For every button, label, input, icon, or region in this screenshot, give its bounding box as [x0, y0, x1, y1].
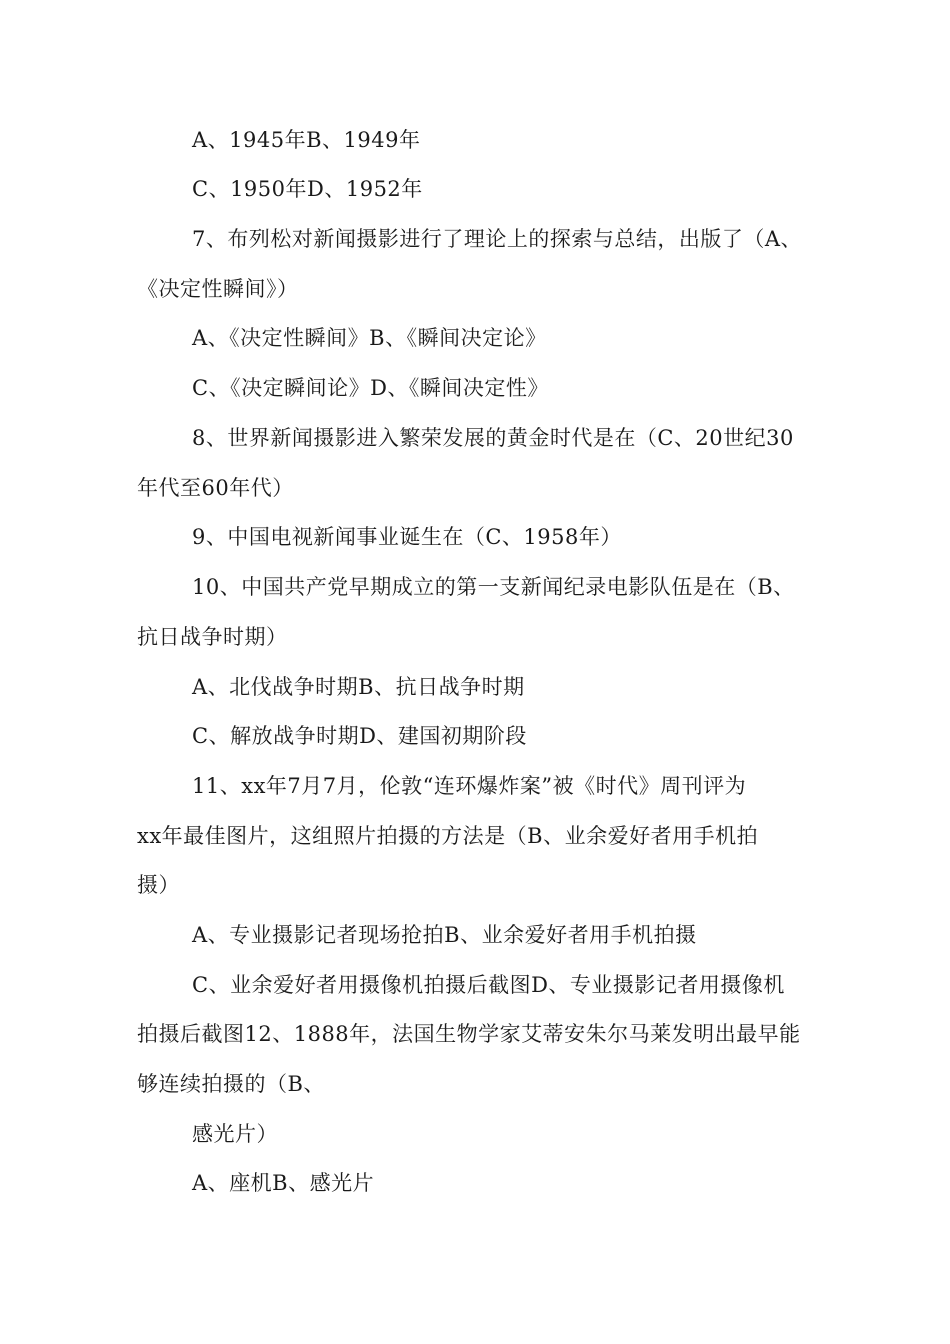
text-line-5: A、《决定性瞬间》B、《瞬间决定论》 [192, 326, 547, 350]
text-line-21: 感光片） [192, 1122, 278, 1146]
text-line-13: C、解放战争时期D、建国初期阶段 [192, 724, 527, 748]
text-line-19: 拍摄后截图12、1888年，法国生物学家艾蒂安朱尔马莱发明出最早能 [137, 1022, 801, 1046]
text-line-11: 抗日战争时期） [137, 625, 288, 649]
text-line-18: C、业余爱好者用摄像机拍摄后截图D、专业摄影记者用摄像机 [192, 973, 785, 997]
text-line-2: C、1950年D、1952年 [192, 177, 423, 201]
text-line-22: A、座机B、感光片 [192, 1171, 375, 1195]
text-line-20: 够连续拍摄的（B、 [137, 1072, 325, 1096]
text-line-3: 7、布列松对新闻摄影进行了理论上的探索与总结，出版了（A、 [192, 227, 803, 251]
text-line-4: 《决定性瞬间》） [137, 277, 299, 301]
text-line-7: 8、世界新闻摄影进入繁荣发展的黄金时代是在（C、20世纪30 [192, 426, 794, 450]
text-line-14: 11、xx年7月7月，伦敦“连环爆炸案”被《时代》周刊评为 [192, 774, 747, 798]
text-line-12: A、北伐战争时期B、抗日战争时期 [192, 675, 525, 699]
text-line-6: C、《决定瞬间论》D、《瞬间决定性》 [192, 376, 549, 400]
text-line-16: 摄） [137, 873, 180, 897]
text-line-1: A、1945年B、1949年 [192, 128, 421, 152]
text-line-15: xx年最佳图片，这组照片拍摄的方法是（B、业余爱好者用手机拍 [137, 824, 759, 848]
text-line-8: 年代至60年代） [137, 476, 294, 500]
text-line-10: 10、中国共产党早期成立的第一支新闻纪录电影队伍是在（B、 [192, 575, 795, 599]
text-line-17: A、专业摄影记者现场抢拍B、业余爱好者用手机拍摄 [192, 923, 697, 947]
text-line-9: 9、中国电视新闻事业诞生在（C、1958年） [192, 525, 622, 549]
